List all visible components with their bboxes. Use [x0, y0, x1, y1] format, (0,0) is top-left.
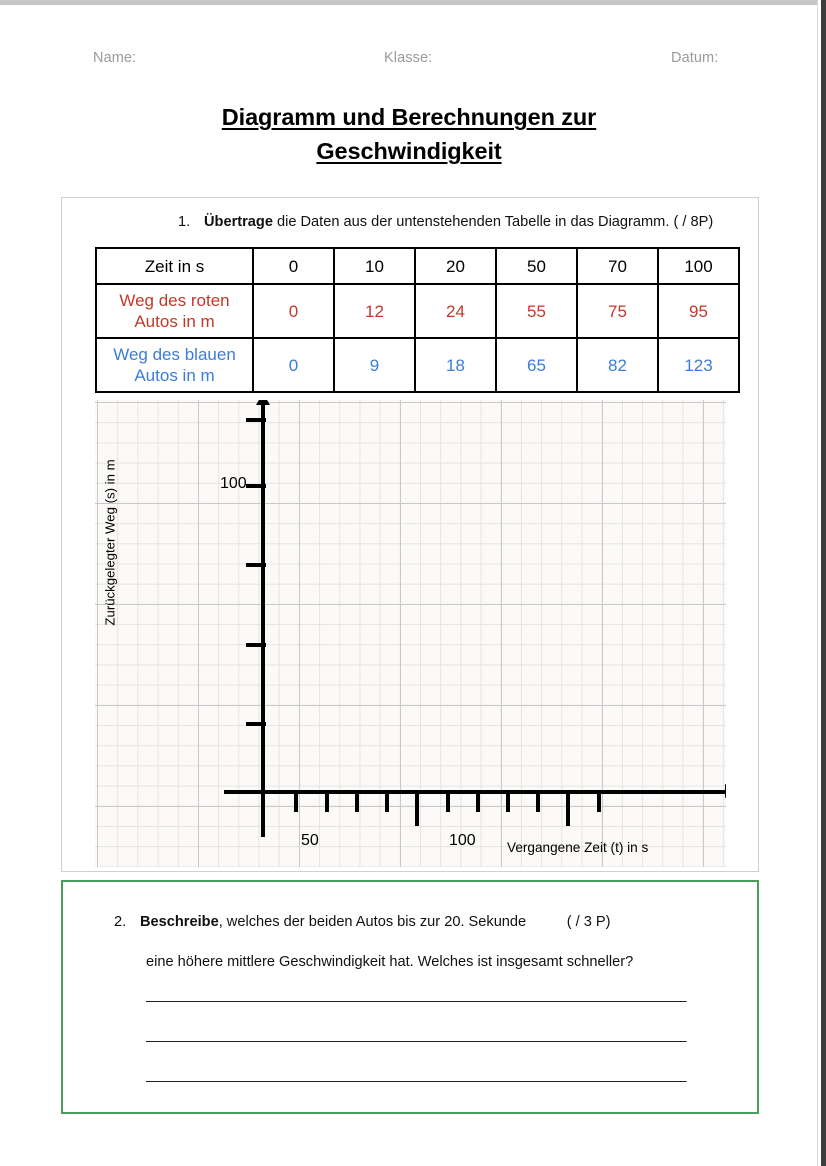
x-tick: [325, 794, 329, 812]
task-1-number: 1.: [178, 214, 191, 230]
task-1-text: die Daten aus der untenstehenden Tabelle in das Diagramm.: [272, 214, 670, 230]
table-cell: 50: [496, 248, 577, 284]
table-cell: 10: [334, 248, 415, 284]
x-tick: [476, 794, 480, 812]
answer-line-3[interactable]: ______________________________________________________________________: [146, 1067, 687, 1083]
student-header-row: [0, 50, 818, 74]
table-row-blue-car: [96, 338, 739, 392]
grid-right-edge: [726, 400, 732, 867]
y-tick: [246, 418, 266, 422]
x-tick: [597, 794, 601, 812]
klasse-field-label: Klasse:: [384, 50, 433, 66]
table-cell: 18: [415, 338, 496, 392]
table-cell: 100: [658, 248, 739, 284]
table-cell: 12: [334, 284, 415, 338]
table-cell: 70: [577, 248, 658, 284]
table-header-red-car: [96, 284, 253, 338]
coordinate-diagram[interactable]: [95, 400, 732, 867]
page-title-line2: Geschwindigkeit: [316, 138, 502, 164]
table-cell: 24: [415, 284, 496, 338]
blue-label-line1: Weg des blauen: [113, 345, 236, 364]
table-cell: 0: [253, 248, 334, 284]
table-row-red-car: [96, 284, 739, 338]
y-tick: [246, 563, 266, 567]
task-2-instruction-line1: [114, 914, 611, 930]
task-1-instruction: [178, 214, 758, 230]
x-tick-label-50: 50: [301, 832, 319, 849]
y-tick: [246, 643, 266, 647]
table-cell: 75: [577, 284, 658, 338]
task-2-panel: [61, 880, 759, 1114]
table-cell: 55: [496, 284, 577, 338]
table-header-time: Zeit in s: [96, 248, 253, 284]
task-2-number: 2.: [114, 914, 127, 930]
table-row-time: [96, 248, 739, 284]
y-tick: [246, 722, 266, 726]
x-tick-label-100: 100: [449, 832, 476, 849]
red-label-line1: Weg des roten: [119, 291, 230, 310]
graph-paper-grid: [95, 400, 732, 867]
x-tick: [385, 794, 389, 812]
x-axis-title: Vergangene Zeit (t) in s: [507, 840, 649, 855]
datum-field-label: Datum:: [671, 50, 719, 66]
y-axis-title: Zurückgelegter Weg (s) in m: [102, 459, 118, 626]
x-tick: [294, 794, 298, 812]
table-cell: 20: [415, 248, 496, 284]
y-tick-label-100: 100: [220, 475, 247, 492]
table-cell: 9: [334, 338, 415, 392]
x-tick: [355, 794, 359, 812]
table-header-blue-car: [96, 338, 253, 392]
task-2-points: ( / 3 P): [566, 914, 611, 930]
table-cell: 65: [496, 338, 577, 392]
worksheet-page: [0, 5, 818, 1166]
answer-line-2[interactable]: ______________________________________________________________________: [146, 1027, 687, 1043]
task-2-text-line1: , welches der beiden Autos bis zur 20. Sekunde: [218, 914, 527, 930]
x-tick-100: [566, 794, 570, 826]
table-cell: 0: [253, 338, 334, 392]
blue-label-line2: Autos in m: [134, 366, 215, 385]
task-1-verb: Übertrage: [204, 214, 273, 230]
measurement-table: [95, 247, 740, 393]
red-label-line2: Autos in m: [134, 312, 215, 331]
x-tick: [506, 794, 510, 812]
x-tick: [446, 794, 450, 812]
task-2-verb: Beschreibe: [140, 914, 219, 930]
table-cell: 0: [253, 284, 334, 338]
y-axis-arrow-icon: [256, 400, 270, 405]
page-title: [0, 100, 818, 168]
table-cell: 95: [658, 284, 739, 338]
y-tick-100: [246, 484, 266, 488]
y-axis: [261, 403, 265, 837]
task-2-instruction-line2: eine höhere mittlere Geschwindigkeit hat. Welches ist insgesamt schneller?: [146, 954, 634, 970]
page-title-line1: Diagramm und Berechnungen zur: [221, 104, 597, 130]
x-tick: [536, 794, 540, 812]
x-tick-50: [415, 794, 419, 826]
task-1-panel: [61, 197, 759, 872]
table-cell: 123: [658, 338, 739, 392]
vertical-scrollbar[interactable]: [821, 0, 826, 1166]
answer-line-1[interactable]: ______________________________________________________________________: [146, 987, 687, 1003]
task-1-points: ( / 8P): [673, 214, 714, 230]
name-field-label: Name:: [93, 50, 137, 66]
table-cell: 82: [577, 338, 658, 392]
